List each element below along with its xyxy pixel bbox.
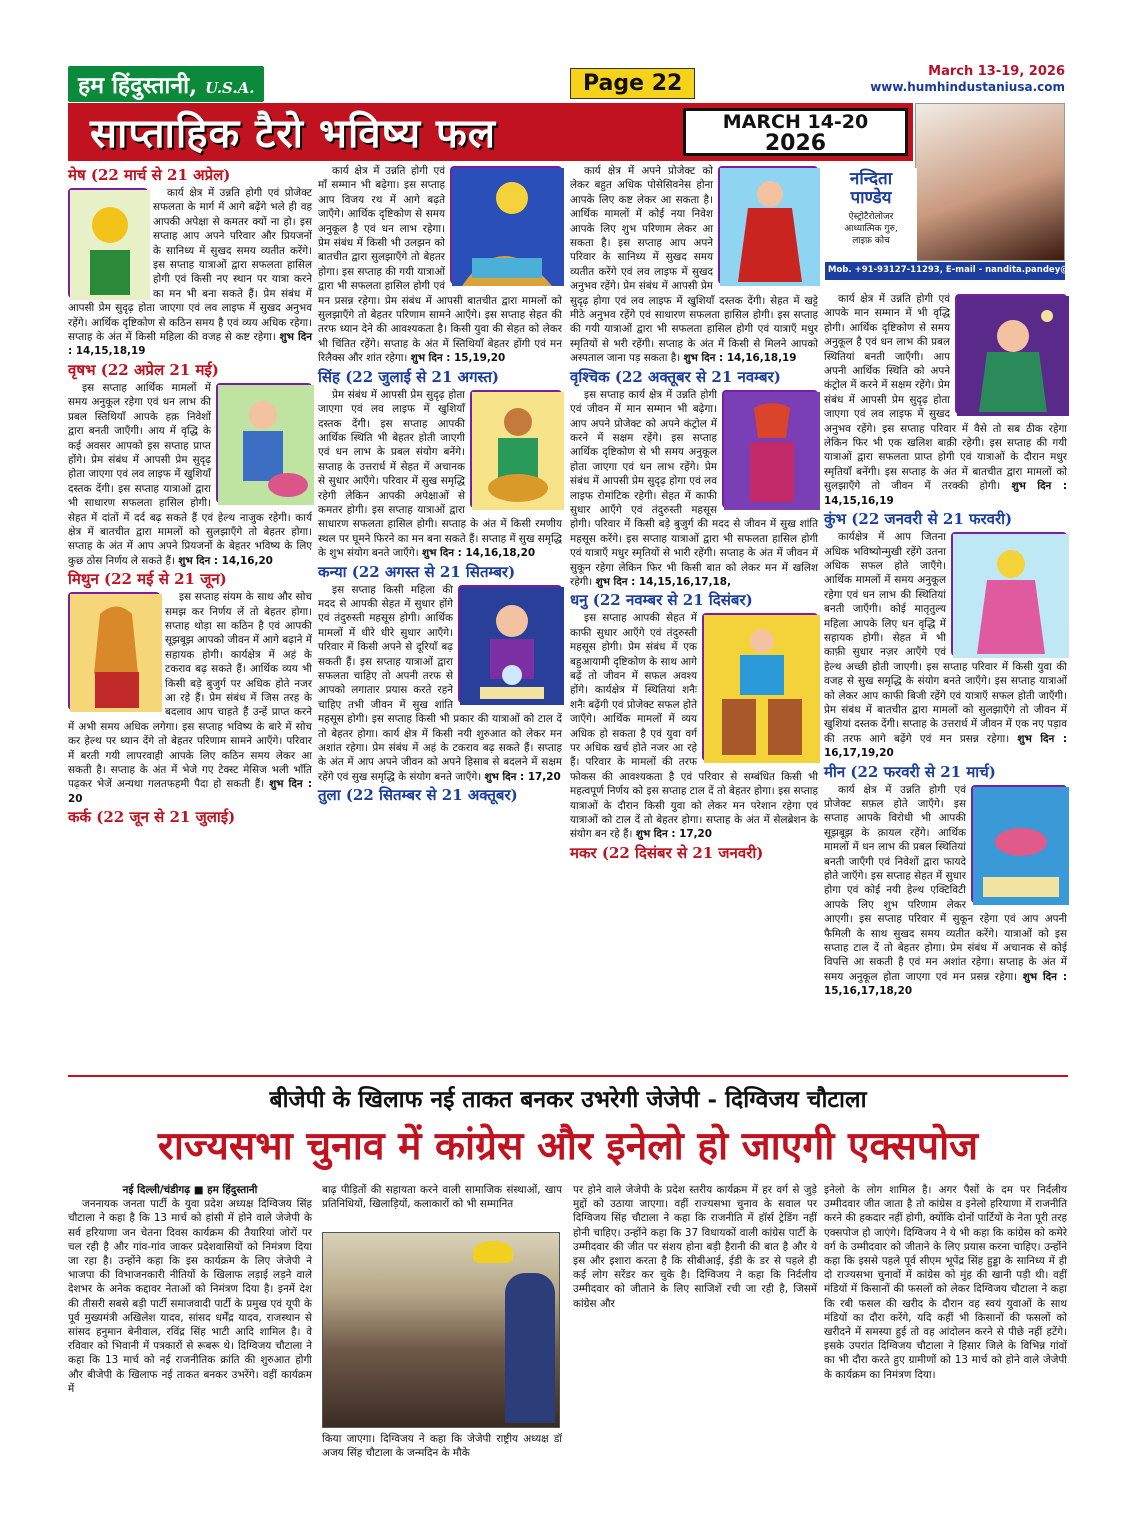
photo-figure-turban (473, 1241, 513, 1263)
sign-title-kanya: कन्या (22 अगस्त से 21 सितम्बर) (318, 562, 516, 581)
author-photo (915, 103, 1065, 261)
week-year: 2026 (764, 131, 827, 156)
newspaper-brand (68, 66, 264, 102)
lucky-days-mesh: शुभ दिन : 14,15,18,19 (68, 331, 312, 358)
sign-title-mesh: मेष (22 मार्च से 21 अप्रेल) (68, 166, 231, 184)
tarot-card-star-icon (955, 294, 1067, 414)
author-name (825, 170, 917, 208)
lucky-days-meen: शुभ दिन : 15,16,17,18,20 (824, 970, 1067, 998)
tarot-card-strength-icon (470, 390, 562, 508)
horoscope-column-1 (68, 164, 312, 1034)
tarot-card-chariot-icon (702, 613, 818, 761)
sign-body-vrishabh: इस सप्ताह आर्थिक मामलों में समय अनुकूल रहेगा एवं धन लाभ की प्रबल स्तिथियाँ आपके हक़ निवेशों द्वारा बनती जाएँगी। आय में वृद्धि के कई अवसर आपको इस सप्ताह प्राप्त होंगे। प्रेम संबंध में आपसी प्रेम सुदृढ़ होता जाएगा एवं लव लाइफ में खुशियाँ दस्तक देंगी। इस सप्ताह यात्राओं द्वारा भी साधारण सफलता हासिल होगी। सेहत में दांतों में दर्द बढ़ सकते हैं एवं हेल्थ नाजुक रहेगी। कार्य क्षेत्र में बातचीत द्वारा मामलों को सुलझाएँगे तो बेहतर होगा। सप्ताह के अंत में आप अपने प्रियजनों के बेहतर भविष्य के लिए कुछ ठोस निर्णय ले सकते हैं। (68, 381, 312, 567)
lucky-days-tula: शुभ दिन : 14,16,18,19 (683, 352, 797, 365)
author-role (825, 211, 917, 247)
sign-body-mithun: इस सप्ताह संयम के साथ और सोच समझ कर निर्णय लें तो बेहतर होगा। सप्ताह थोड़ा सा कठिन है एवं आपकी सूझबूझ आपको जीवन में आगे बढ़ाने में सहायक होगी। कार्यक्षेत्र में अहं के टकराव बढ़ सकते हैं। आर्थिक व्यय भी किसी बड़े बुजुर्ग पर अधिक होते नजर आ रहे हैं। प्रेम संबंध में जिस तरह के बदलाव आप चाहते हैं उन्हें प्राप्त करने में अभी समय अधिक लगेगा। इस सप्ताह भविष्य के बारे में सोच कर हेल्थ पर ध्यान देंगे तो बेहतर परिणाम सामने आएँगे। परिवार में बरती गयी लापरवाही आपके लिए कठिन समय लेकर आ सकती है। सप्ताह के अंत में भेजे गए टेक्स्ट मेसिज भली भाँति पढ़कर भेजें अन्यथा गलतफहमी पैदा हो सकती हैं। (68, 591, 312, 791)
sign-text-vrishchik (570, 388, 818, 590)
sign-title-kumbh: कुंभ (22 जनवरी से 21 फरवरी) (824, 510, 1013, 529)
sign-text-kumbh (824, 530, 1067, 761)
brand-name: हम हिंदुस्तानी, (78, 72, 198, 99)
sign-text-singh (318, 388, 562, 561)
author-contact: Mob. +91-93127-11293, E-mail - nandita.pandey@gmail.com (825, 262, 1065, 280)
tarot-card-lovers-icon (722, 390, 818, 508)
news-dateline: नई दिल्ली/चंडीगढ़ ■ हम हिंदुस्तानी (122, 1184, 258, 1196)
news-column-1 (68, 1183, 312, 1523)
sign-body-kumbh: कार्यक्षेत्र में आप जितना अधिक भविष्योन्मुखी रहेंगे उतना अधिक सफल होते जाएँगे। आर्थिक मामलों में समय अनुकूल रहेगा एवं धन लाभ की स्थितियां बनती जाएँगी। कोई मातृतुल्य महिला आपके लिए धन वृद्धि में सहायक होगी। सेहत में भी काफ़ी सुधार नज़र आएँगे एवं हेल्थ अच्छी होती जाएगी। इस सप्ताह परिवार में किसी युवा की वजह से सुख समृद्धि के संयोग बनते जाएँगे। इस सप्ताह यात्राओं को लेकर आप काफी बिजी रहेंगे एवं यात्राएँ सफल होती जाएँगी। प्रेम संबंध में बातचीत द्वारा मामलों को सुलझाएँगे तो जीवन में खुशियां दस्तक देंगी। सप्ताह के उत्तरार्ध में जीवन में एक नए पड़ाव की तरफ आगे बढ़ेंगे एवं मन प्रसन्न रहेगा। (824, 531, 1067, 745)
sign-body-makar: कार्य क्षेत्र में उन्नति होगी एवं आपके मान सम्मान में भी वृद्धि होगी। आर्थिक दृष्टिकोण से समय अनुकूल है एवं धन लाभ की प्रबल स्थितियां बनती जाएँगी। आप अपनी आर्थिक स्थिति को अपने कंट्रोल में करने में सक्षम रहेंगे। प्रेम संबंध में आपसी प्रेम सुदृढ़ होता जाएगा एवं लव लाइफ में सुखद अनुभव रहेंगे। इस सप्ताह परिवार में वैसे तो सब ठीक रहेगा लेकिन फिर भी एक खलिश बाक़ी रहेगी। इस सप्ताह की गयी यात्राओं द्वारा सफलता प्राप्त होगी एवं यात्राओं के दौरान मधुर स्मृतियाँ बनेंगी। इस सप्ताह के अंत में बातचीत द्वारा मामलों को सुलझाएँगे तो जीवन में तरक्की होगी। (824, 293, 1067, 493)
sign-body-kark: कार्य क्षेत्र में उन्नति होगी एवं माँ सम्मान भी बढ़ेगा। इस सप्ताह आप विजय रथ में आगे बढ़ते जाएँगे। आर्थिक दृष्टिकोण से समय अनुकूल है एवं धन लाभ रहेगा। प्रेम संबंध में किसी भी उलझन को बातचीत द्वारा सुलझाएँगे तो बेहतर होगा। इस सप्ताह की गयी यात्राओं द्वारा भी सफलता हासिल होगी एवं मन प्रसन्न रहेगा। प्रेम संबंध में आपसी बातचीत द्वारा मामलों को सुलझाएँगे तो बेहतर परिणाम सामने आएँगे। इस सप्ताह सेहत की तरफ ध्यान देने की आवश्यकता है। किसी युवा की सेहत को लेकर भी चिंतित रहेंगे। सप्ताह के अंत में स्तिथियाँ बेहतर होंगी एवं मन रिलैक्स और शांत रहेगा। (318, 165, 562, 365)
sign-text-makar (824, 292, 1067, 508)
week-box (683, 108, 908, 156)
horoscope-column-3 (570, 164, 818, 1034)
website-link[interactable]: www.humhindustaniusa.com (870, 80, 1065, 94)
issue-date: March 13-19, 2026 (928, 64, 1065, 79)
tarot-card-emperor-icon (718, 166, 818, 284)
sign-text-meen (824, 783, 1067, 999)
news-column-2-top (322, 1183, 562, 1231)
sign-text-tula (570, 164, 818, 366)
sign-title-vrishchik: वृश्चिक (22 अक्तूबर से 21 नवम्बर) (570, 367, 781, 386)
author-box (825, 168, 917, 262)
section-divider (68, 1075, 1068, 1077)
sign-body-vrishchik: इस सप्ताह कार्य क्षेत्र में उन्नति होगी एवं जीवन में मान सम्मान भी बढ़ेगा। आप अपने प्रोजेक्ट को अपने कंट्रोल में करने में सक्षम रहेंगे। इस सप्ताह आर्थिक दृष्टिकोण से भी समय अनुकूल होता जाएगा एवं धन लाभ रहेंगे। प्रेम संबंध में आपसी प्रेम सुदृढ़ होगा एवं लव लाइफ रोमांटिक रहेगी। सेहत में काफी सुधार आएँगे एवं तंदुरुस्ती महसूस होगी। परिवार में किसी बड़े बुजुर्ग की मदद से जीवन में सुख शांति महसूस करेंगे। इस सप्ताह यात्राओं द्वारा भी सफलता हासिल होगी एवं यात्राएँ मधुर स्मृतियों से भारी रहेंगी। सप्ताह के अंत में जीवन में सुकून रहेगा लेकिन फिर भी किसी बात को लेकर मन में खलिश रहेगी। (570, 388, 818, 588)
lucky-days-singh: शुभ दिन : 14,16,18,20 (422, 547, 536, 560)
sign-title-mithun: मिथुन (22 मई से 21 जून) (68, 570, 227, 589)
news-text-2a: बाढ़ पीड़ितों की सहायता करने वाली सामाजिक संस्थाओं, खाप प्रतिनिधियों, खिलाड़ियों, कलाकारों को भी सम्मानित (322, 1184, 562, 1211)
sign-body-meen: कार्य क्षेत्र में उन्नति होगी एवं प्रोजेक्ट सफ़ल होते जाएँगे। इस सप्ताह आपके विरोधी भी आपकी सूझबूझ के क़ायल रहेंगे। आर्थिक मामलों में धन लाभ की प्रबल स्थितियां बनती जाएँगी एवं निवेशों द्वारा फायदे होते जाएँगे। इस सप्ताह सेहत में सुधार होगा एवं कोई नयी हेल्थ एक्टिविटी आपके लिए शुभ परिणाम लेकर आएगी। इस सप्ताह परिवार में सुकून रहेगा एवं आप अपनी फैमिली के साथ सुखद समय व्यतीत करेंगे। यात्राओं को इस सप्ताह टाल दें तो बेहतर होगा। प्रेम संबंध में अचानक से कोई विपत्ति आ सकती है एवं मन अशांत रहेगा। सप्ताह के अंत में समय अनुकूल होता जाएगा एवं मन प्रसन्न रहेगा। (824, 783, 1067, 983)
brand-suffix: U.S.A. (205, 79, 255, 97)
news-column-2-bottom (322, 1432, 562, 1527)
horoscope-column-2 (318, 164, 562, 1034)
lucky-days-makar: शुभ दिन : 14,15,16,19 (824, 480, 1067, 507)
lucky-days-kumbh: शुभ दिन : 16,17,19,20 (824, 732, 1067, 760)
news-text-1: जननायक जनता पार्टी के युवा प्रदेश अध्यक्ष दिग्विजय सिंह चौटाला ने कहा है कि 13 मार्च को हांसी में होने वाले जेजेपी के सर्व हरियाणा जन चेतना दिवस कार्यक्रम की तैयारियां जोरों पर चल रही है और गांव-गांव जाकर प्रदेशवासियों को निमंत्रण दिया जा रहा है। उन्होंने कहा कि इस कार्यक्रम के लिए जेजेपी ने भाजपा की विभाजनकारी नीतियों के खिलाफ लड़ाई लड़ने वाले देशभर के अनेक कद्दावर नेताओं को निमंत्रण दिया है। इनमें देश की तीसरी सबसे बड़ी पार्टी समाजवादी पार्टी के प्रमुख एवं यूपी के पूर्व मुख्यमंत्री अखिलेश यादव, सांसद धर्मेंद्र यादव, राजस्थान से सांसद हनुमान बेनीवाल, रविंद्र सिंह भाटी आदि शामिल है। वे रविवार को भिवानी में पत्रकारों से रूबरू थे। दिग्विजय चौटाला ने कहा कि 13 मार्च को नई राजनीतिक क्रांति की शुरुआत होगी और बीजेपी के खिलाफ नई ताकत बनकर उभरेंगे। वहीं कार्यक्रम में (68, 1198, 312, 1395)
sign-title-singh: सिंह (22 जुलाई से 21 अगस्त) (318, 367, 500, 386)
horoscope-title: साप्ताहिक टैरो भविष्य फल (90, 110, 496, 157)
sign-text-kark (318, 164, 562, 366)
sign-title-tula: तुला (22 सितम्बर से 21 अक्तूबर) (318, 786, 518, 805)
lucky-days-vrishchik: शुभ दिन : 14,15,16,17,18, (595, 575, 731, 588)
news-column-4 (824, 1183, 1067, 1528)
tarot-card-knight-icon (216, 383, 312, 503)
tarot-card-fortune-icon (458, 585, 562, 703)
author-role-line1: ऐस्ट्रोटैरोलोजर (848, 212, 894, 222)
news-text-3: पर होने वाले जेजेपी के प्रदेश स्तरीय कार्यक्रम में हर वर्ग से जुड़े मुद्दों को उठाया जाएगा। वहीं राज्यसभा चुनाव के सवाल पर दिग्विजय सिंह चौटाला ने कहा कि राजनीति में हॉर्स ट्रेडिंग नहीं होनी चाहिए। उन्होंने कहा कि 37 विधायकों वाली कांग्रेस पार्टी के उम्मीदवार की जीत पर संशय होना बड़ी हैरानी की बात है और ये इस और इशारा करता है कि सीबीआई, ईडी के डर से पहले ही कई लोग सरेंडर कर चुके है। दिग्विजय ने कहा कि निर्दलीय उम्मीदवार को जीताने के लिए साजिशें रची जा रही है, जिसमें कांग्रेस और (573, 1184, 817, 1310)
sign-title-vrishabh: वृषभ (22 अप्रेल 21 मई) (68, 360, 219, 379)
lucky-days-dhanu: शुभ दिन : 17,20 (635, 828, 712, 841)
lucky-days-kanya: शुभ दिन : 17,20 (484, 770, 561, 783)
news-column-3 (573, 1183, 817, 1528)
week-range: MARCH 14-20 (722, 111, 869, 133)
tarot-card-queen-icon (68, 592, 160, 710)
sign-body-mesh: कार्य क्षेत्र में उन्नति होगी एवं प्रोजेक्ट सफलता के मार्ग में आगे बढ़ेंगे भले ही वह आपकी अपेक्षा से कमतर क्यों ना हो। इस सप्ताह आप अपने परिवार और प्रियजनों के सानिध्य में सुखद समय व्यतीत करेंगे। इस सप्ताह यात्राओं द्वारा सफलता हासिल होगी एवं किसी नए स्थान पर यात्रा करने का मन भी बना सकते हैं। प्रेम संबंध में आपसी प्रेम सुदृढ़ होता जाएगा एवं लव लाइफ में सुखद अनुभव रहेंगे। आर्थिक दृष्टिकोण से कठिन समय है एवं व्यय अधिक रहेगा। सप्ताह के अंत में किसी महिला की वजह से कष्ट रहेगा। (68, 187, 312, 344)
lucky-days-kark: शुभ दिन : 15,19,20 (410, 352, 506, 365)
horoscope-column-4 (824, 292, 1067, 1034)
sign-title-dhanu: धनु (22 नवम्बर से 21 दिसंबर) (570, 591, 753, 610)
sign-text-kanya (318, 583, 562, 785)
news-headline: राज्यसभा चुनाव में कांग्रेस और इनेलो हो जाएगी एक्सपोज (157, 1123, 979, 1169)
author-name-line1: नन्दिता (849, 169, 893, 189)
author-role-line2: आध्यात्मिक गुरु, (844, 224, 898, 234)
tarot-card-moon-icon (450, 166, 562, 284)
sign-text-dhanu (570, 611, 818, 842)
tarot-card-fool-icon (951, 532, 1067, 656)
sign-text-mithun (68, 590, 312, 806)
news-subheadline: बीजेपी के खिलाफ नई ताकत बनकर उभरेगी जेजेपी - दिग्विजय चौटाला (269, 1086, 867, 1113)
photo-figure-speaker (505, 1273, 555, 1423)
author-role-line3: लाइफ़ कोच (852, 236, 890, 246)
lucky-days-mithun: शुभ दिन : 20 (68, 778, 312, 805)
news-photo (322, 1232, 560, 1428)
news-text-4: इनेलो के लोग शामिल है। अगर पैसों के दम पर निर्दलीय उम्मीदवार जीत जाता है तो कांग्रेस व इनेलो हरियाणा में राजनीति करने की हकदार नहीं होगी, क्योंकि दोनों पार्टियों के नेता पूरी तरह एक्सपोज हो जाएंगे। दिग्विजय ने ये भी कहा कि कांग्रेस को कमेरे वर्ग के उम्मीदवार को जीताने के लिए प्रयास करना चाहिए। उन्होंने कहा कि इससे पहले पूर्व सीएम भूपेंद्र सिंह हुड्डा के सानिध्य में ही दो राज्यसभा चुनावों में कांग्रेस को मुंह की खानी पड़ी थी। वहीं मंडियों में किसानों की फसलों को लेकर दिग्विजय चौटाला ने कहा कि रबी फसल की खरीद के दौरान वह स्वयं युवाओं के साथ मंडियों का दौरा करेंगे, यदि कहीं भी किसानों की फसलों को खरीदने में समस्या हुई तो वह आंदोलन करने से पीछे नहीं हटेंगे। इसके उपरांत दिग्विजय चौटाला ने हिसार जिले के विभिन्न गांवों का भी दौरा करते हुए ग्रामीणों को 13 मार्च को होने वाले जेजेपी के कार्यक्रम का निमंत्रण दिया। (824, 1184, 1067, 1381)
sign-title-makar: मकर (22 दिसंबर से 21 जनवरी) (570, 843, 764, 862)
sign-text-mesh (68, 186, 312, 359)
sign-body-tula: कार्य क्षेत्र में अपने प्रोजेक्ट को लेकर बहुत अधिक पोसेसिवनेस होना आपके लिए कष्ट लेकर आ सकता है। आर्थिक मामलों में कोई नया निवेश आपके लिए शुभ परिणाम लेकर आ सकता है। इस सप्ताह आप अपने परिवार के सानिध्य में सुखद समय व्यतीत करेंगे एवं लव लाइफ में सुखद अनुभव रहेंगे। प्रेम संबंध में आपसी प्रेम सुदृढ़ होगा एवं लव लाइफ में खुशियाँ दस्तक देंगी। सेहत में खट्टे मीठे अनुभव रहेंगे एवं साधारण सफलता हासिल होगी। इस सप्ताह की गयी यात्राओं द्वारा भी सफलता हासिल होगी एवं यात्राएँ मधुर स्मृतियों से भरी रहेंगी। सप्ताह के अंत में किसी से मिलने आपको अस्पताल जाना पड़ सकता है। (570, 165, 818, 365)
lucky-days-vrishabh: शुभ दिन : 14,16,20 (178, 554, 273, 567)
author-name-line2: पाण्डेय (850, 188, 892, 208)
tarot-card-sun-icon (68, 188, 148, 298)
sign-body-kanya: इस सप्ताह किसी महिला की मदद से आपकी सेहत में सुधार होंगे एवं तंदुरुस्ती महसूस होगी। आर्थिक मामलों में धीरे धीरे सुधार आएँगे। परिवार में किसी अपने से दूरियाँ बढ़ सकती हैं। इस सप्ताह यात्राओं द्वारा सफलता चाहिए तो अपनी तरफ से आपको लगातार प्रयास करते रहने चाहिए तभी जीवन में सुख शांति महसूस होगी। इस सप्ताह किसी भी प्रकार की यात्राओं को टाल दें तो बेहतर होगा। कार्य क्षेत्र में किसी नयी शुरुआत को लेकर मन अशांत रहेगा। प्रेम संबंध में अहं के टकराव बढ़ सकते हैं। सप्ताह के अंत में आप अपने जीवन को अपने हिसाब से बदलने में सक्षम रहेंगे एवं सुख समृद्धि के संयोग बनते जाएँगे। (318, 583, 562, 783)
tarot-card-fish-icon (971, 785, 1067, 903)
page-number: Page 22 (570, 68, 695, 99)
sign-text-vrishabh (68, 381, 312, 568)
sign-body-dhanu: इस सप्ताह आपकी सेहत में काफी सुधार आएँगे एवं तंदुरुस्ती महसूस होगी। प्रेम संबंध में एक बहुआयामी दृष्टिकोण के साथ आगे बढ़ें तो जीवन में सफल अवश्य होंगे। कार्यक्षेत्र में स्थितियां शनैः शनैः बढ़ेंगी एवं प्रोजेक्ट सफल होते जाएँगे। आर्थिक मामलों में व्यय अधिक हो सकता है एवं युवा वर्ग पर अधिक खर्च होते नजर आ रहे हैं। परिवार के मामलों की तरफ फोकस की आवश्यकता है एवं परिवार से सम्बंधित किसी भी महत्वपूर्ण निर्णय को इस सप्ताह टाल दें तो बेहतर होगा। इस सप्ताह यात्राओं के दौरान किसी युवा को लेकर मन परेशान रहेगा एवं यात्राओं को टाल दें तो बेहतर होगा। सप्ताह के अंत में सेलब्रेशन के संयोग बन रहे हैं। (570, 612, 818, 841)
news-text-2b: किया जाएगा। दिग्विजय ने कहा कि जेजेपी राष्ट्रीय अध्यक्ष डॉ अजय सिंह चौटाला के जन्मदिन के मौके (322, 1433, 562, 1460)
sign-title-kark: कर्क (22 जून से 21 जुलाई) (68, 808, 236, 827)
sign-title-meen: मीन (22 फरवरी से 21 मार्च) (824, 762, 996, 781)
sign-body-singh: प्रेम संबंध में आपसी प्रेम सुदृढ़ होता जाएगा एवं लव लाइफ में खुशियाँ दस्तक देंगी। इस सप्ताह आपकी आर्थिक स्थिति भी बेहतर होती जाएगी एवं धन लाभ के प्रबल संयोग बनेंगे। सप्ताह के उत्तरार्ध में सेहत में अचानक से सुधार आएँगे। परिवार में सुख समृद्धि रहेगी लेकिन आपकी अपेक्षाओं से कमतर होगी। इस सप्ताह यात्राओं द्वारा साधारण सफलता हासिल होगी। सप्ताह के अंत में किसी रमणीय स्थल पर घूमने फिरने का मन बना सकते हैं। सप्ताह में सुख समृद्धि के शुभ संयोग बनते जाएँगे। (318, 388, 562, 560)
